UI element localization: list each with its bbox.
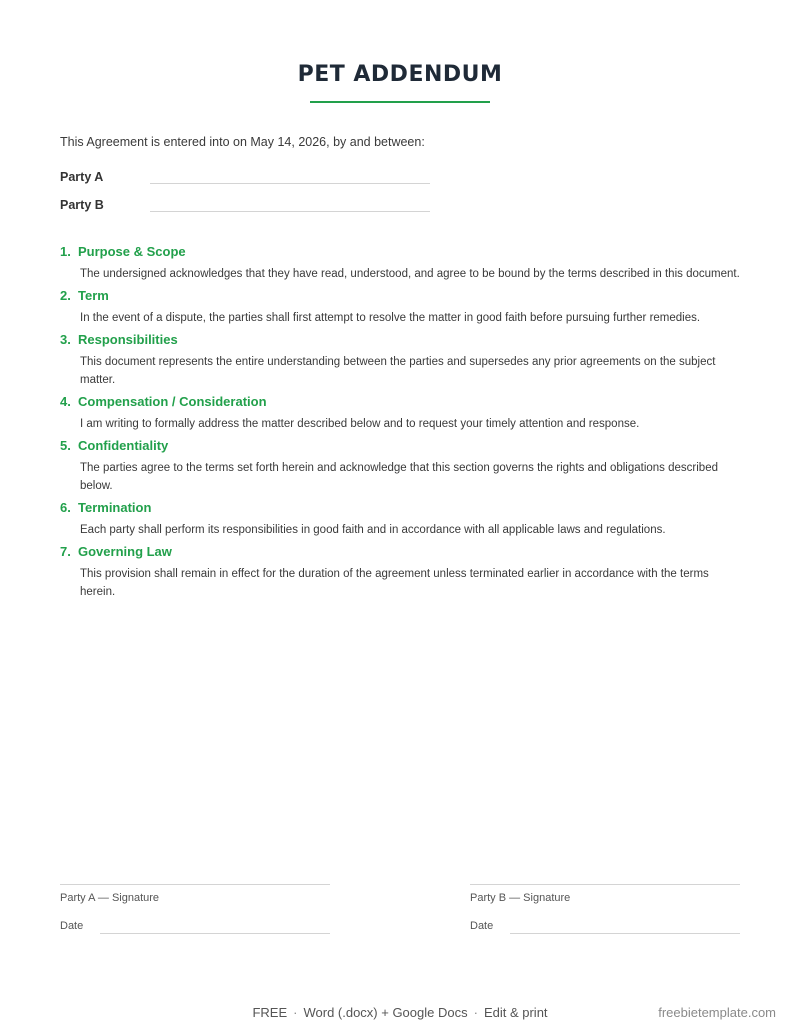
section-number: 7.	[60, 544, 71, 559]
section	[60, 437, 740, 495]
section-title: Termination	[78, 500, 152, 515]
footer-action: Edit & print	[483, 1005, 548, 1020]
section	[60, 287, 740, 327]
section-title: Term	[78, 288, 109, 303]
date-line	[100, 933, 330, 934]
section	[60, 331, 740, 389]
section-heading	[60, 393, 740, 411]
section-number: 1.	[60, 244, 71, 259]
footer-separator: ·	[473, 1005, 478, 1020]
section-heading	[60, 331, 740, 349]
section-title: Responsibilities	[78, 332, 178, 347]
sections-list	[60, 243, 740, 605]
section-body: This document represents the entire understanding between the parties and supersedes any prior agreements on the subject matter.	[80, 356, 716, 386]
section-body: This provision shall remain in effect for the duration of the agreement unless terminated earlier in accordance with the terms herein.	[80, 568, 709, 598]
section	[60, 393, 740, 433]
party-a-label: Party A	[60, 170, 104, 184]
footer-site-link[interactable]: freebietemplate.com	[658, 1005, 776, 1020]
section-number: 4.	[60, 394, 71, 409]
date-label: Date	[60, 920, 84, 932]
date-label: Date	[470, 920, 494, 932]
section-heading	[60, 499, 740, 517]
section-heading	[60, 543, 740, 561]
signature-line	[60, 884, 330, 885]
section-heading	[60, 287, 740, 305]
section-heading	[60, 243, 740, 261]
section-title: Governing Law	[78, 544, 172, 559]
section-title: Confidentiality	[78, 438, 169, 453]
signature-label: Party B — Signature	[470, 892, 571, 904]
party-b-label: Party B	[60, 198, 104, 212]
section	[60, 243, 740, 283]
section	[60, 543, 740, 601]
section-number: 2.	[60, 288, 71, 303]
footer-free: FREE	[252, 1005, 288, 1020]
footer-formats: Word (.docx) + Google Docs	[303, 1005, 468, 1020]
title-underline	[310, 101, 490, 103]
footer-separator: ·	[293, 1005, 298, 1020]
section-body: Each party shall perform its responsibilities in good faith and in accordance with all applicable laws and regulations.	[80, 524, 666, 536]
section-body: I am writing to formally address the matter described below and to request your timely attention and response.	[80, 418, 640, 430]
section-title: Compensation / Consideration	[78, 394, 267, 409]
party-a-line	[150, 183, 430, 184]
intro-text: This Agreement is entered into on May 14, 2026, by and between:	[60, 135, 425, 149]
section-body: The undersigned acknowledges that they have read, understood, and agree to be bound by the terms described in this document.	[80, 268, 740, 280]
section-number: 6.	[60, 500, 71, 515]
party-b-row	[60, 198, 430, 218]
section-number: 5.	[60, 438, 71, 453]
section-body: The parties agree to the terms set forth herein and acknowledge that this section governs the rights and obligations described below.	[80, 462, 718, 492]
date-line	[510, 933, 740, 934]
section-body: In the event of a dispute, the parties shall first attempt to resolve the matter in good faith before pursuing further remedies.	[80, 312, 701, 324]
section-heading	[60, 437, 740, 455]
signature-label: Party A — Signature	[60, 892, 160, 904]
section-title: Purpose & Scope	[78, 244, 186, 259]
party-b-line	[150, 211, 430, 212]
signature-line	[470, 884, 740, 885]
section	[60, 499, 740, 539]
party-a-row	[60, 170, 430, 190]
section-number: 3.	[60, 332, 71, 347]
document-title: PET ADDENDUM	[297, 62, 503, 87]
